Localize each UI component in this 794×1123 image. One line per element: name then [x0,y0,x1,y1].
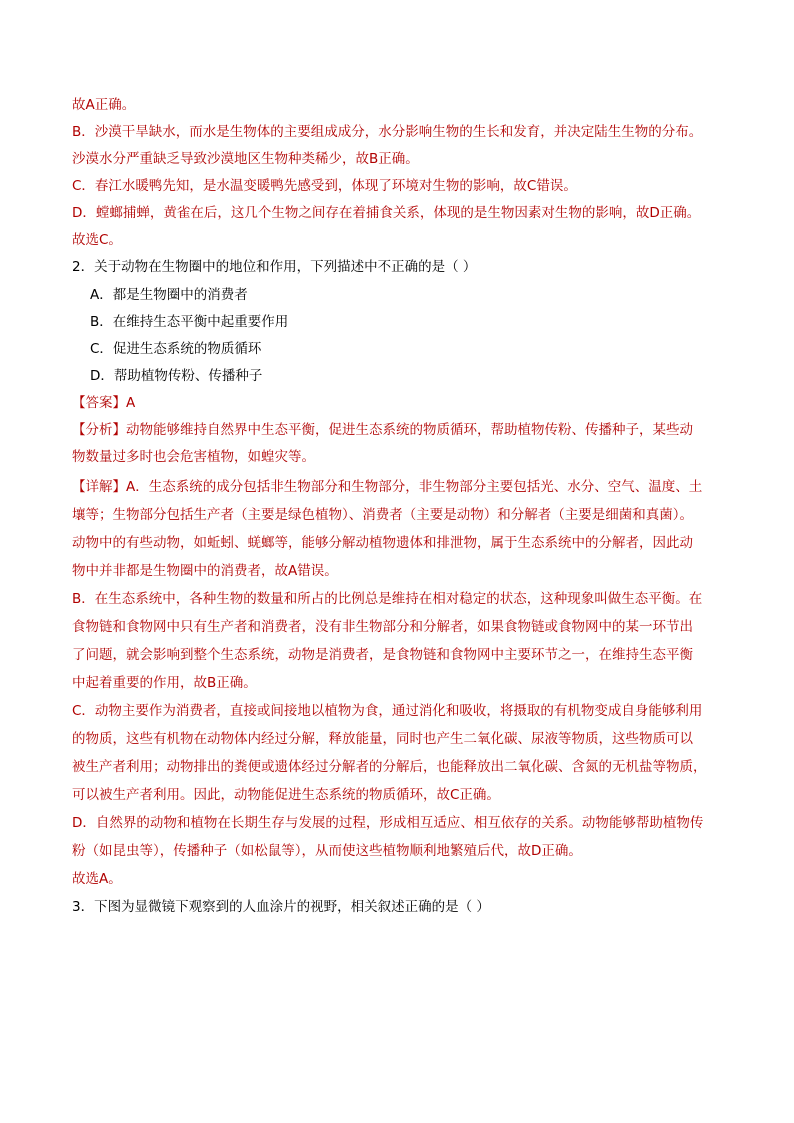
detail-line: D．自然界的动物和植物在长期生存与发展的过程，形成相互适应、相互依存的关系。动物能够帮助植物传 [72,815,704,831]
answer-line [72,393,135,413]
analysis-text: 动物能够维持自然界中生态平衡，促进生态系统的物质循环，帮助植物传粉、传播种子，某些动 [126,422,693,438]
detail-line: 食物链和食物网中只有生产者和消费者，没有非生物部分和分解者，如果食物链或食物网中的某一环节出 [72,619,693,635]
question-3-stem: 3．下图为显微镜下观察到的人血涂片的视野，相关叙述正确的是（ ） [72,899,490,915]
explanation-line: B．沙漠干旱缺水，而水是生物体的主要组成成分，水分影响生物的生长和发育，并决定陆生生物的分布。 [72,124,703,140]
detail-line: 的物质，这些有机物在动物体内经过分解，释放能量，同时也产生二氧化碳、尿液等物质，这些物质可以 [72,731,693,747]
detail-text: A．生态系统的成分包括非生物部分和生物部分，非生物部分主要包括光、水分、空气、温度、土 [126,479,703,495]
detail-line: 动物中的有些动物，如蚯蚓、蜣螂等，能够分解动植物遗体和排泄物，属于生态系统中的分解者，因此动 [72,535,693,551]
analysis-tag: 【分析】 [72,422,126,438]
detail-line: 了问题，就会影响到整个生态系统，动物是消费者，是食物链和食物网中主要环节之一，在维持生态平衡 [72,647,693,663]
question-2-option-b: B．在维持生态平衡中起重要作用 [90,314,289,330]
detail-line [72,477,702,497]
detail-tag: 【详解】 [72,479,126,495]
question-2-option-c: C．促进生态系统的物质循环 [90,341,262,357]
question-2-stem: 2．关于动物在生物圈中的地位和作用，下列描述中不正确的是（ ） [72,259,477,275]
detail-line: C．动物主要作为消费者，直接或间接地以植物为食，通过消化和吸收，将摄取的有机物变成自身能够利用 [72,703,703,719]
answer-tag: 【答案】 [72,395,126,411]
detail-line: 被生产者利用；动物排出的粪便或遗体经过分解者的分解后，也能释放出二氧化碳、含氮的无机盐等物质， [72,759,707,775]
explanation-line: 沙漠水分严重缺乏导致沙漠地区生物种类稀少，故B正确。 [72,151,419,167]
detail-line: 物中并非都是生物圈中的消费者，故A错误。 [72,563,338,579]
explanation-line: D．螳螂捕蝉，黄雀在后，这几个生物之间存在着捕食关系，体现的是生物因素对生物的影响，故D正确。 [72,205,701,221]
analysis-line [72,420,693,440]
explanation-line: C．春江水暖鸭先知，是水温变暖鸭先感受到，体现了环境对生物的影响，故C错误。 [72,178,577,194]
analysis-line: 物数量过多时也会危害植物，如蝗灾等。 [72,449,315,465]
detail-line: 粉（如昆虫等），传播种子（如松鼠等），从而使这些植物顺利地繁殖后代，故D正确。 [72,843,582,859]
explanation-line: 故选C。 [72,232,122,248]
detail-line: B．在生态系统中，各种生物的数量和所占的比例总是维持在相对稳定的状态，这种现象叫做生态平衡。在 [72,591,703,607]
explanation-line: 故A正确。 [72,97,136,113]
question-2-option-d: D．帮助植物传粉、传播种子 [90,368,263,384]
answer-value: A [126,395,136,411]
detail-line: 壤等；生物部分包括生产者（主要是绿色植物）、消费者（主要是动物）和分解者（主要是细菌和真菌）。 [72,507,693,523]
detail-line: 中起着重要的作用，故B正确。 [72,675,257,691]
detail-line: 故选A。 [72,871,122,887]
detail-line: 可以被生产者利用。因此，动物能促进生态系统的物质循环，故C正确。 [72,787,500,803]
question-2-option-a: A．都是生物圈中的消费者 [90,287,248,303]
